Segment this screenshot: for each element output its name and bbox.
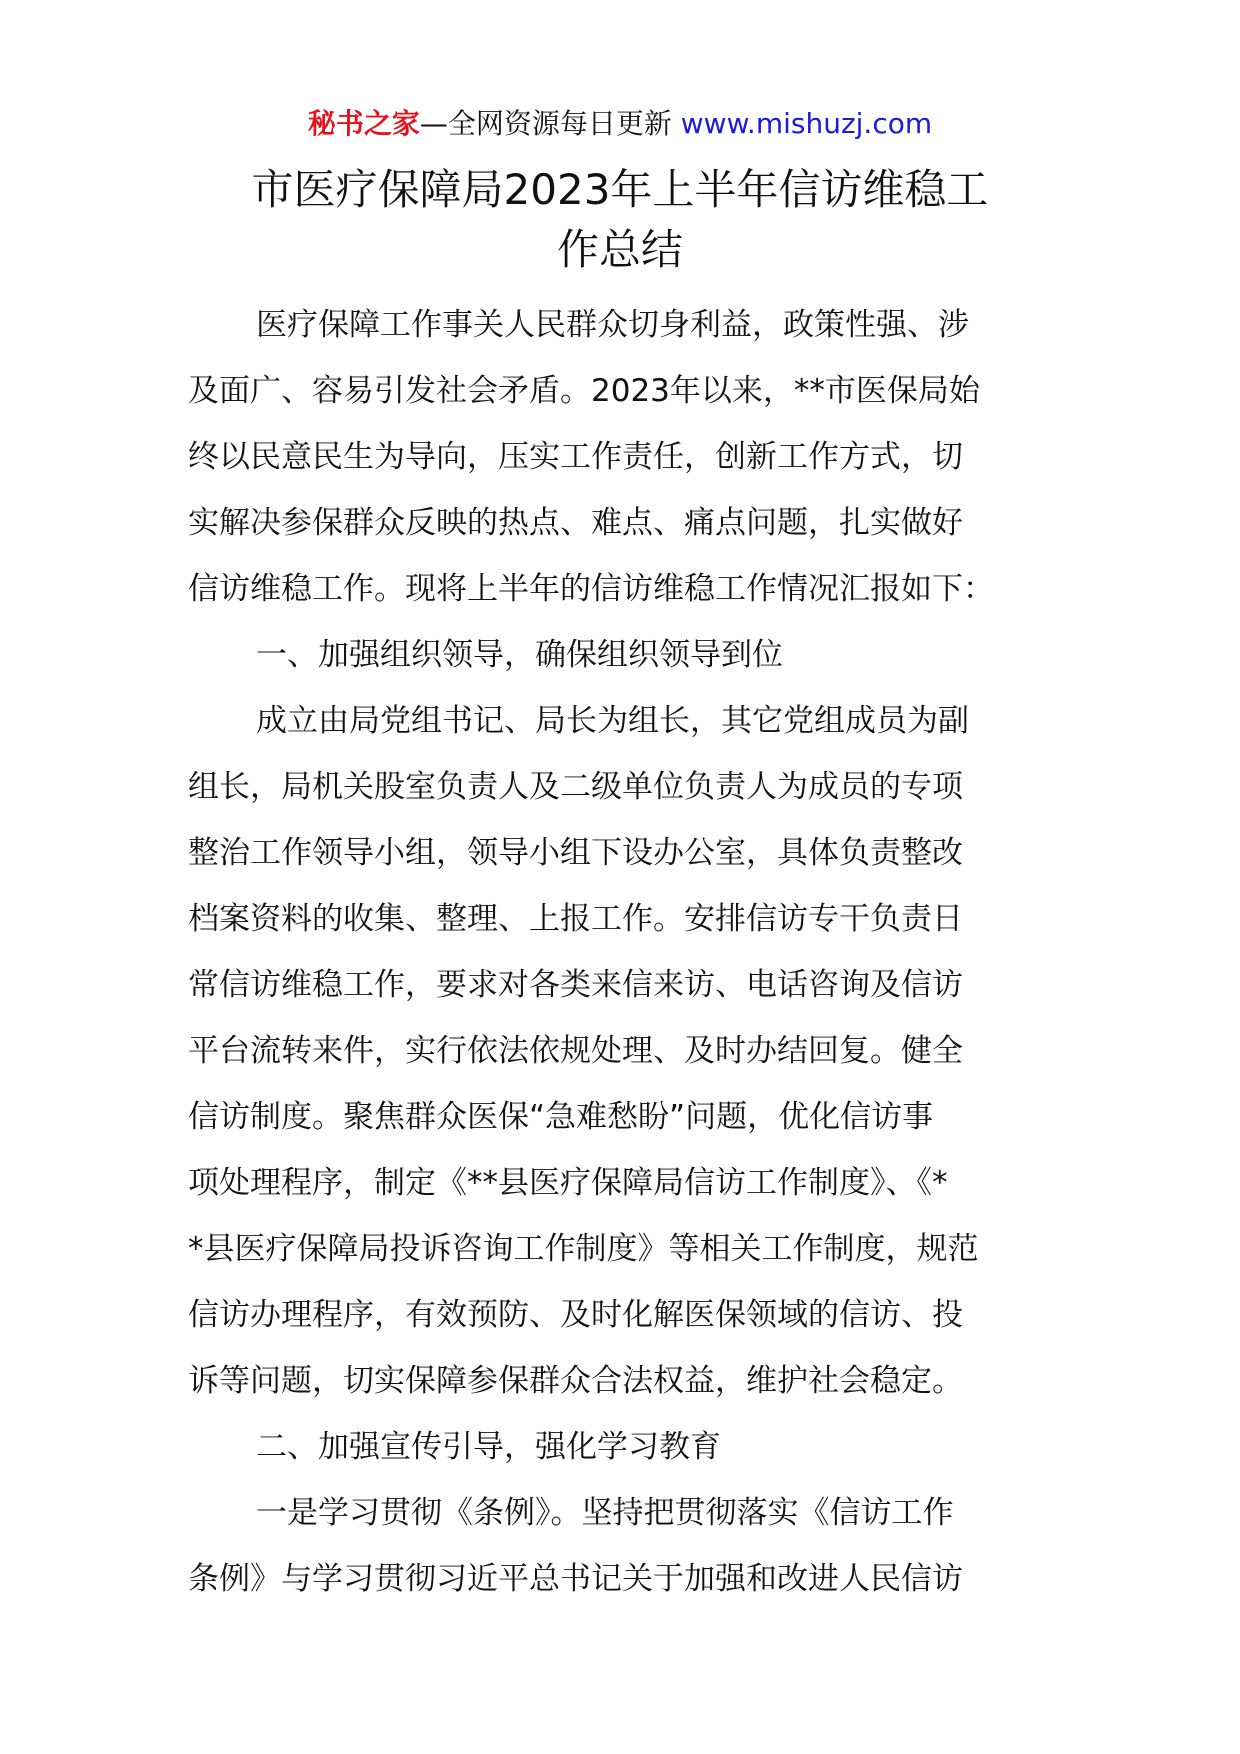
paragraph-intro-line: 信访维稳工作。现将上半年的信访维稳工作情况汇报如下： — [188, 571, 994, 607]
title-line-2: 作总结 — [556, 225, 683, 274]
paragraph-section1-line: 整治工作领导小组，领导小组下设办公室，具体负责整改 — [188, 835, 963, 871]
document-body — [188, 292, 1048, 1612]
paragraph-section1-line: 组长，局机关股室负责人及二级单位负责人为成员的专项 — [188, 769, 963, 805]
section-heading-1: 一、加强组织领导，确保组织领导到位 — [256, 637, 783, 673]
watermark-header — [0, 104, 1240, 144]
paragraph-intro-line: 医疗保障工作事关人民群众切身利益，政策性强、涉 — [256, 307, 969, 343]
paragraph-section2-line: 一是学习贯彻《条例》。坚持把贯彻落实《信访工作 — [256, 1495, 954, 1531]
paragraph-section1-line: 信访制度。聚焦群众医保“急难愁盼”问题，优化信访事 — [188, 1099, 934, 1135]
paragraph-section2-line: 条例》与学习贯彻习近平总书记关于加强和改进人民信访 — [188, 1561, 963, 1597]
paragraph-intro-line: 及面广、容易引发社会矛盾。2023年以来，**市医保局始 — [188, 373, 980, 409]
paragraph-section1-line: 常信访维稳工作，要求对各类来信来访、电话咨询及信访 — [188, 967, 963, 1003]
paragraph-section1-line: 档案资料的收集、整理、上报工作。安排信访专干负责日 — [188, 901, 963, 937]
paragraph-section1-line: 诉等问题，切实保障参保群众合法权益，维护社会稳定。 — [188, 1363, 963, 1399]
paragraph-section1-line: 成立由局党组书记、局长为组长，其它党组成员为副 — [256, 703, 969, 739]
document-title — [150, 160, 1090, 280]
paragraph-section1-line: 项处理程序，制定《**县医疗保障局信访工作制度》、《* — [188, 1165, 948, 1201]
paragraph-section1-line: 平台流转来件，实行依法依规处理、及时办结回复。健全 — [188, 1033, 963, 1069]
section-heading-2: 二、加强宣传引导，强化学习教育 — [256, 1429, 721, 1465]
paragraph-section1-line: *县医疗保障局投诉咨询工作制度》等相关工作制度，规范 — [188, 1231, 979, 1267]
title-line-1: 市医疗保障局2023年上半年信访维稳工 — [251, 165, 989, 214]
paragraph-section1-line: 信访办理程序，有效预防、及时化解医保领域的信访、投 — [188, 1297, 963, 1333]
watermark-tagline: —全网资源每日更新 — [419, 107, 681, 140]
paragraph-intro-line: 终以民意民生为导向，压实工作责任，创新工作方式，切 — [188, 439, 963, 475]
watermark-brand: 秘书之家 — [307, 107, 420, 140]
paragraph-intro-line: 实解决参保群众反映的热点、难点、痛点问题，扎实做好 — [188, 505, 963, 541]
watermark-url: www.mishuzj.com — [680, 107, 933, 140]
